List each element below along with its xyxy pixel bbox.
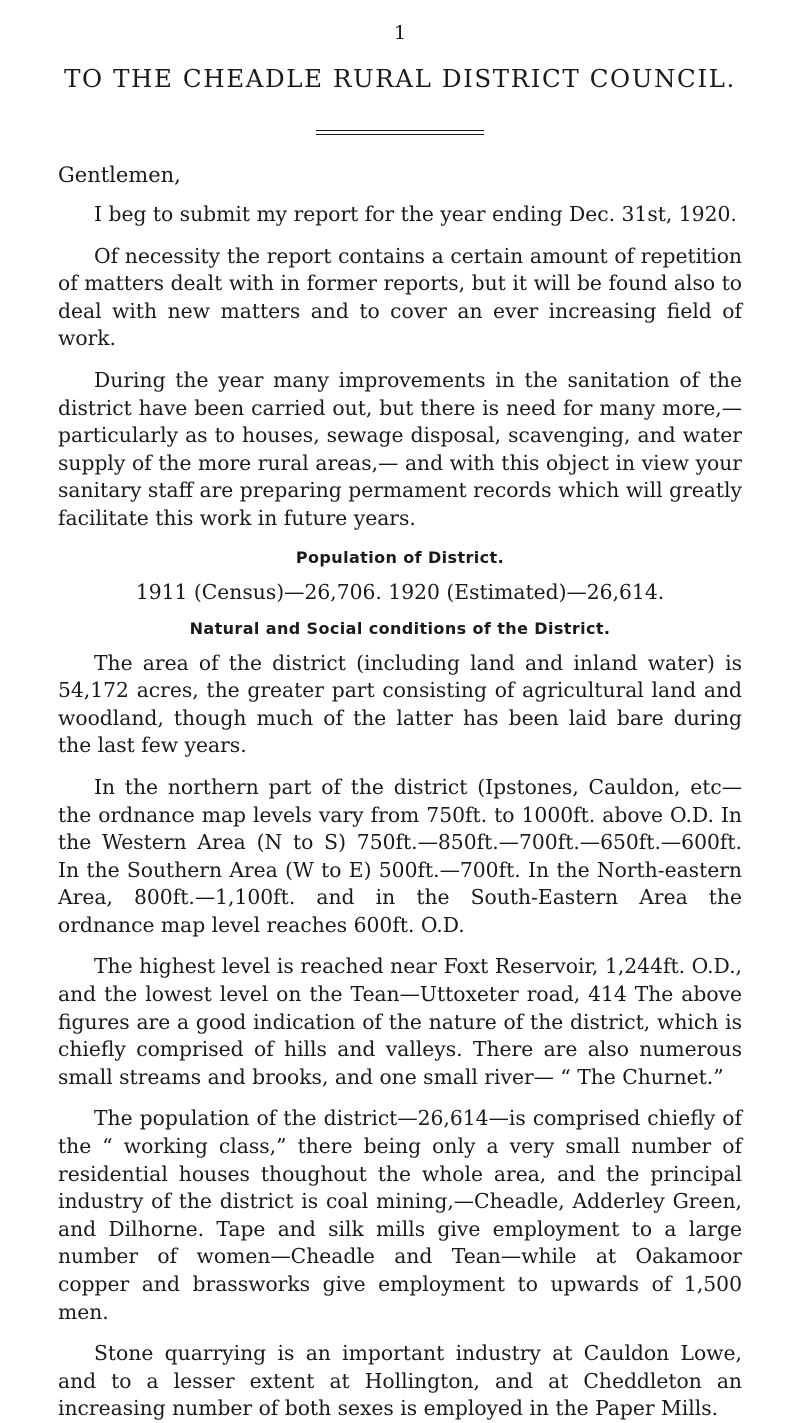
paragraph-intro-2: Of necessity the report contains a certain amount of repetition of matters dealt with in former reports, but it will be found also to deal with new matters and to cover an ever increasing field of work. (58, 243, 742, 351)
title-divider (316, 130, 484, 135)
paragraph-intro-3: During the year many improvements in the sanitation of the district have been carried out, but there is need for many more,— particularly as to houses, sewage disposal, scavenging, and water supply of the more rural areas,— and with this object in view your sanitary staff are preparing permament records which will greatly facilitate this work in future years. (58, 367, 742, 530)
paragraph-intro-1: I beg to submit my report for the year ending Dec. 31st, 1920. (94, 202, 737, 226)
paragraph-highest-level: The highest level is reached near Foxt Reservoir, 1,244ft. O.D., and the lowest level on the Tean—Uttoxeter road, 414 The above figures are a good indication of the nature of the district, which is chiefly comprised of hills and valleys. There are also numerous small streams and brooks, and one small river— “ The Churnet.” (58, 954, 742, 1089)
paragraph-population: The population of the district—26,614—is comprised chiefly of the “ working class,” there being only a very small number of residential houses thoughout the whole area, and the principal industry of the district is coal mining,—Cheadle, Adderley Green, and Dilhorne. Tape and silk mills give employment to a large number of women—Cheadle and Tean—while at Oakamoor copper and brassworks give employment to upwards of 1,500 men. (58, 1106, 742, 1324)
report-title: TO THE CHEADLE RURAL DISTRICT COUNCIL. (64, 64, 736, 93)
paragraph-levels: In the northern part of the district (Ipstones, Cauldon, etc— the ordnance map levels vary from 750ft. to 1000ft. above O.D. In the Western Area (N to S) 750ft.—850ft.—700ft.—650ft.—600ft. In the Southern Area (W to E) 500ft.—700ft. In the North-eastern Area, 800ft.—1,100ft. and in the South-Eastern Area the ordnance map level reaches 600ft. O.D. (58, 774, 742, 937)
population-heading: Population of District. (295, 547, 505, 567)
page-number: 1 (393, 22, 407, 44)
population-figures: 1911 (Census)—26,706. 1920 (Estimated)—26,614. (135, 579, 665, 604)
conditions-heading: Natural and Social conditions of the District. (189, 618, 611, 638)
paragraph-quarrying: Stone quarrying is an important industry at Cauldon Lowe, and to a lesser extent at Hollington, and at Cheddleton an increasing number of both sexes is employed in the Paper Mills. (58, 1341, 742, 1421)
paragraph-area: The area of the district (including land and inland water) is 54,172 acres, the greater part consisting of agricultural land and woodland, though much of the latter has been laid bare during the last few years. (58, 650, 742, 758)
salutation: Gentlemen, (58, 163, 181, 187)
